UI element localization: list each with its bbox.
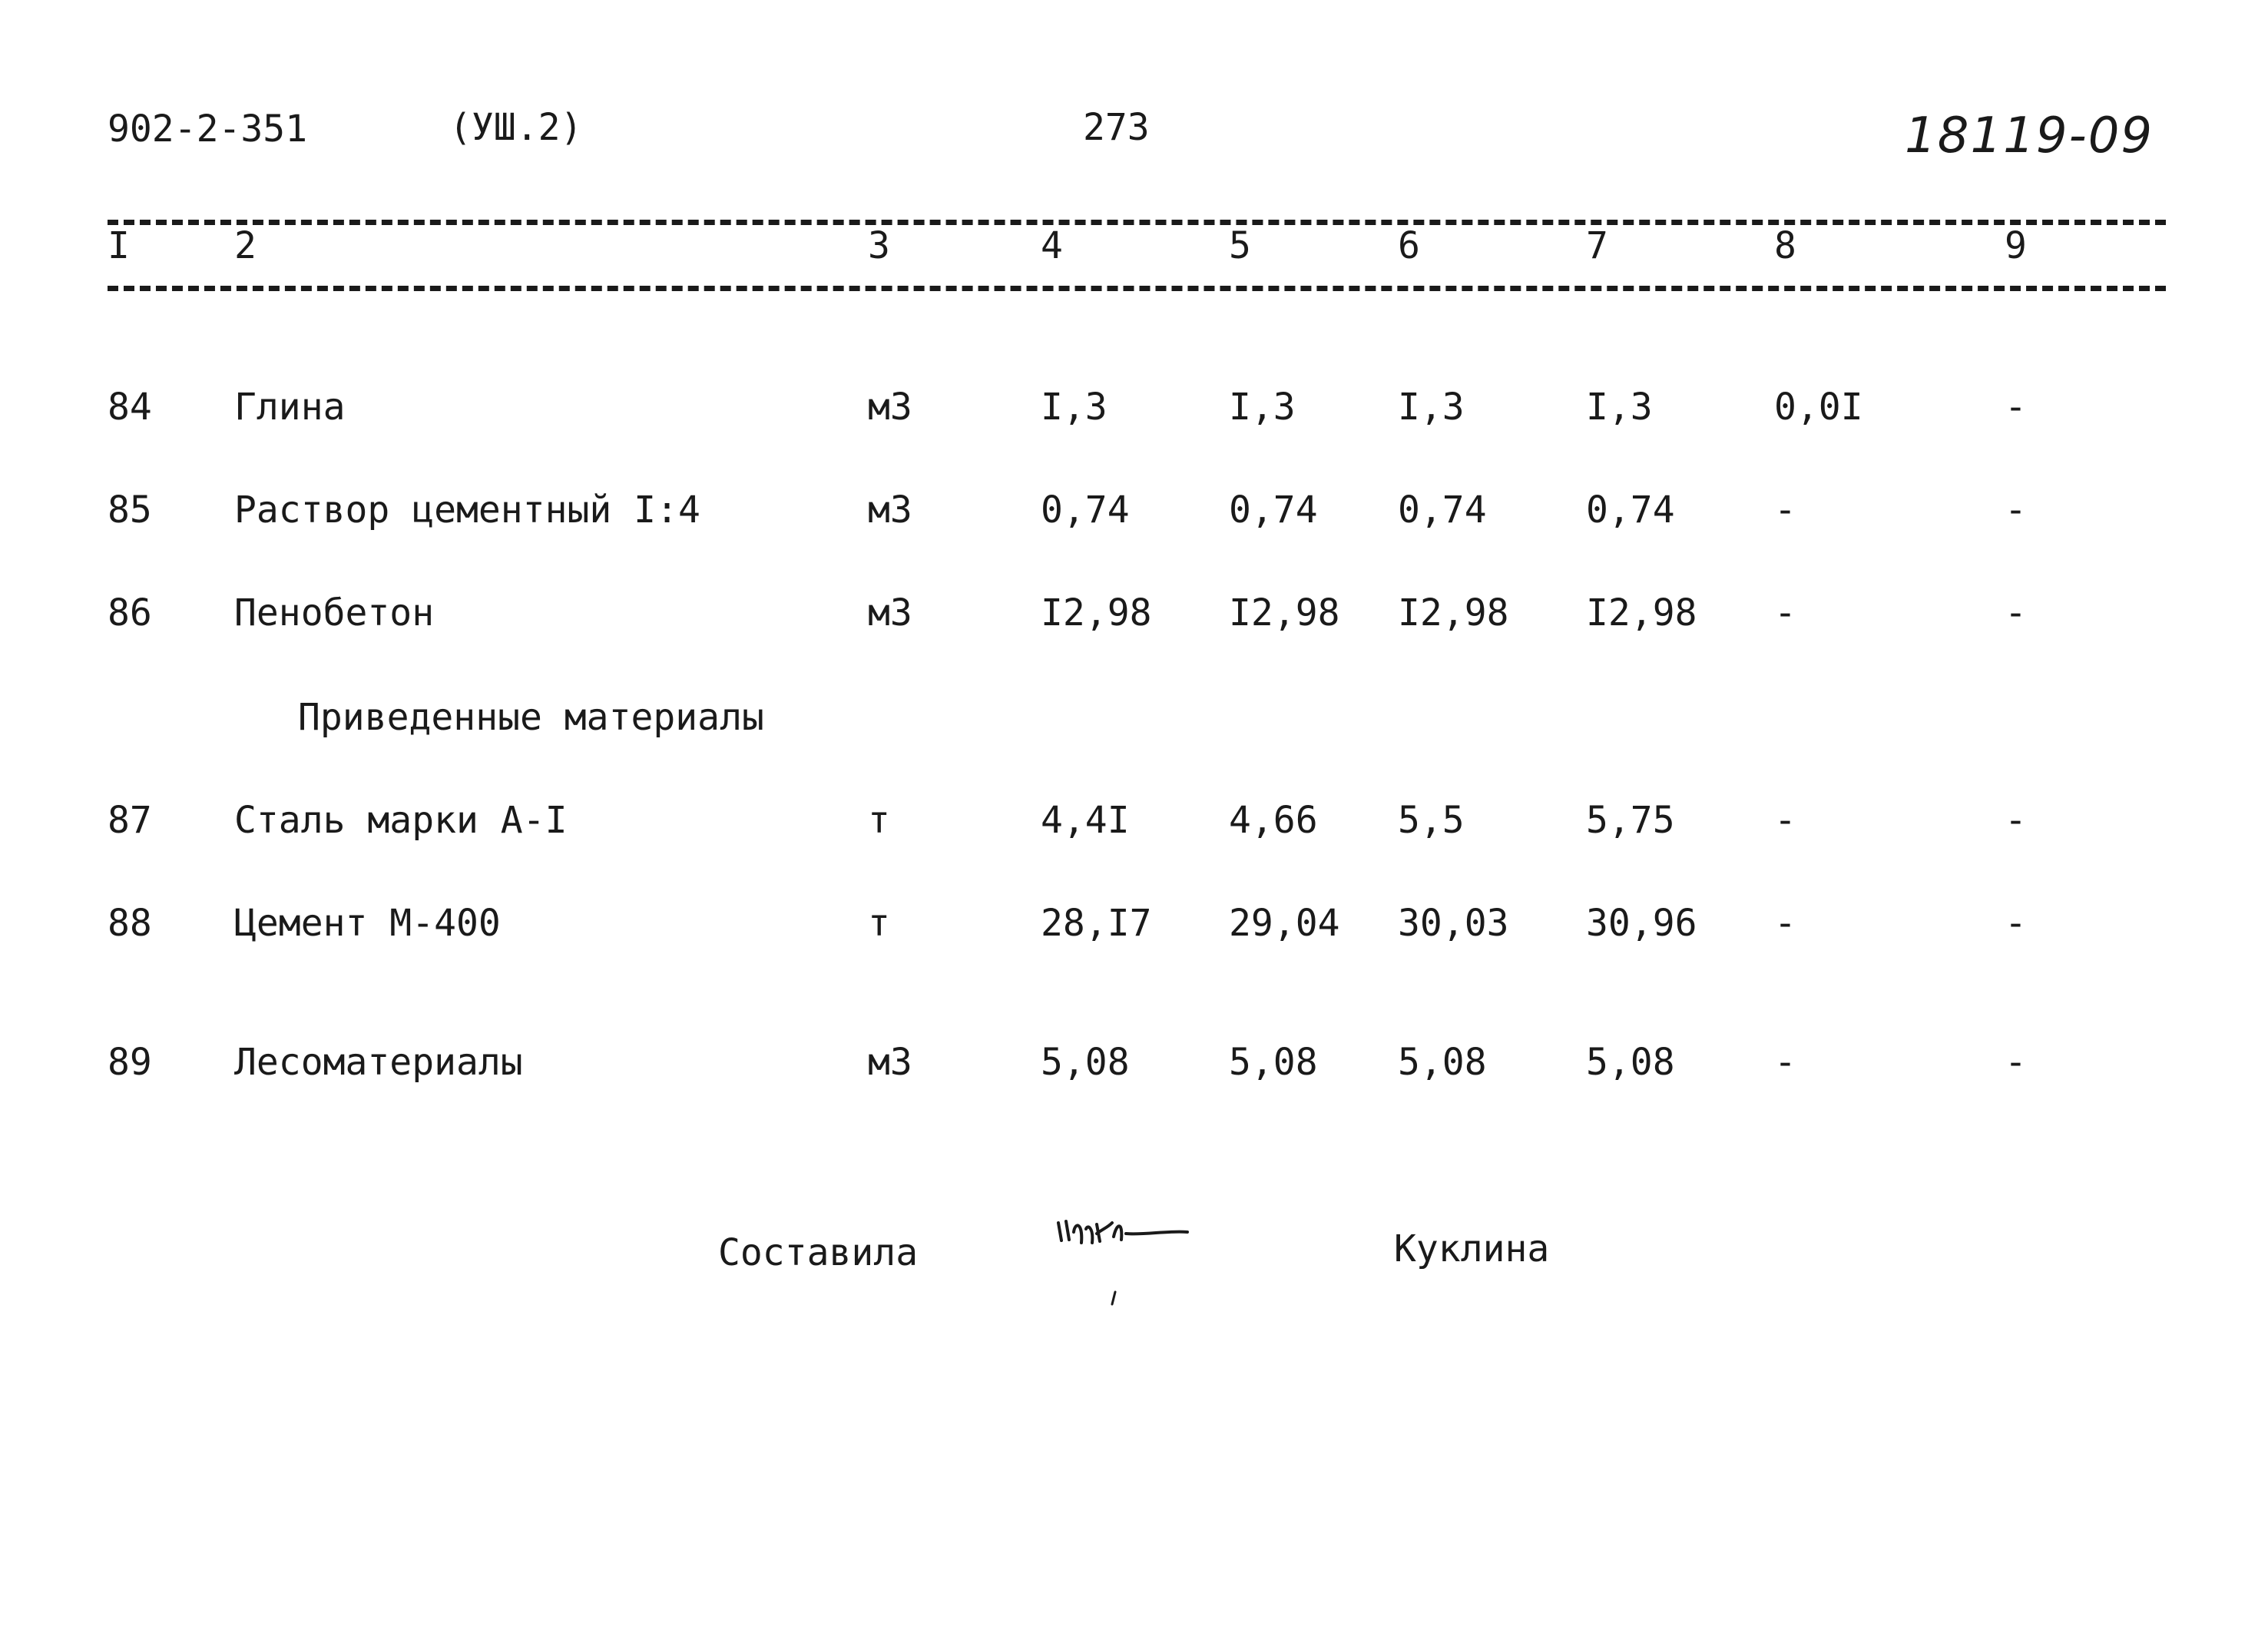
- column-number-2: 2: [234, 224, 257, 267]
- value-col-9: -: [2005, 1041, 2027, 1084]
- value-col-7: I2,98: [1586, 591, 1697, 634]
- document-code: 902-2-351: [108, 108, 308, 151]
- value-col-8: -: [1774, 489, 1796, 532]
- table-row: [0, 386, 2268, 439]
- column-number-9: 9: [2005, 224, 2027, 267]
- value-col-6: 5,5: [1398, 799, 1465, 842]
- row-number: 87: [108, 799, 152, 842]
- table-row: [0, 1041, 2268, 1095]
- row-number: 89: [108, 1041, 152, 1084]
- material-name: Лесоматериалы: [234, 1041, 523, 1084]
- row-number: 85: [108, 489, 152, 532]
- signature-scribble: [1052, 1206, 1221, 1321]
- value-col-8: 0,0I: [1774, 386, 1863, 429]
- column-number-6: 6: [1398, 224, 1420, 267]
- material-name: Сталь марки А-I: [234, 799, 568, 842]
- material-name: Глина: [234, 386, 346, 429]
- value-col-6: I2,98: [1398, 591, 1509, 634]
- value-col-8: -: [1774, 1041, 1796, 1084]
- value-col-9: -: [2005, 386, 2027, 429]
- value-col-4: 4,4I: [1041, 799, 1130, 842]
- material-name: Цемент М-400: [234, 902, 501, 945]
- table-top-rule: [108, 220, 2166, 225]
- value-col-7: I,3: [1586, 386, 1653, 429]
- value-col-8: -: [1774, 902, 1796, 945]
- value-col-6: 5,08: [1398, 1041, 1487, 1084]
- table-header-rule: [108, 286, 2166, 291]
- value-col-7: 0,74: [1586, 489, 1675, 532]
- column-number-4: 4: [1041, 224, 1063, 267]
- value-col-5: 29,04: [1229, 902, 1340, 945]
- value-col-6: 0,74: [1398, 489, 1487, 532]
- table-row: [0, 591, 2268, 645]
- page-number: 273: [1083, 106, 1150, 149]
- value-col-8: -: [1774, 799, 1796, 842]
- value-col-5: 0,74: [1229, 489, 1318, 532]
- section-heading: Приведенные материалы: [298, 696, 764, 739]
- table-row: [0, 902, 2268, 956]
- value-col-4: 0,74: [1041, 489, 1130, 532]
- unit: м3: [868, 386, 912, 429]
- row-number: 84: [108, 386, 152, 429]
- value-col-7: 30,96: [1586, 902, 1697, 945]
- table-row: [0, 799, 2268, 853]
- value-col-4: 5,08: [1041, 1041, 1130, 1084]
- value-col-9: -: [2005, 799, 2027, 842]
- value-col-6: I,3: [1398, 386, 1465, 429]
- compiler-name: Куклина: [1394, 1227, 1550, 1270]
- value-col-4: I2,98: [1041, 591, 1152, 634]
- value-col-7: 5,08: [1586, 1041, 1675, 1084]
- compiled-by-label: Составила: [718, 1231, 919, 1274]
- unit: т: [868, 799, 890, 842]
- value-col-7: 5,75: [1586, 799, 1675, 842]
- value-col-5: I,3: [1229, 386, 1296, 429]
- material-name: Раствор цементный I:4: [234, 489, 700, 532]
- value-col-5: 5,08: [1229, 1041, 1318, 1084]
- unit: м3: [868, 489, 912, 532]
- column-number-3: 3: [868, 224, 890, 267]
- handwritten-sheet-number: 18119-09: [1905, 108, 2154, 164]
- value-col-9: -: [2005, 902, 2027, 945]
- table-row: [0, 489, 2268, 542]
- column-number-7: 7: [1586, 224, 1608, 267]
- value-col-9: -: [2005, 489, 2027, 532]
- section-code: (УШ.2): [449, 106, 583, 149]
- value-col-4: 28,I7: [1041, 902, 1152, 945]
- column-number-8: 8: [1774, 224, 1796, 267]
- row-number: 88: [108, 902, 152, 945]
- material-name: Пенобетон: [234, 591, 435, 634]
- value-col-5: 4,66: [1229, 799, 1318, 842]
- column-number-5: 5: [1229, 224, 1251, 267]
- value-col-5: I2,98: [1229, 591, 1340, 634]
- unit: т: [868, 902, 890, 945]
- value-col-8: -: [1774, 591, 1796, 634]
- row-number: 86: [108, 591, 152, 634]
- unit: м3: [868, 591, 912, 634]
- value-col-9: -: [2005, 591, 2027, 634]
- column-number-1: I: [108, 224, 130, 267]
- value-col-4: I,3: [1041, 386, 1108, 429]
- value-col-6: 30,03: [1398, 902, 1509, 945]
- unit: м3: [868, 1041, 912, 1084]
